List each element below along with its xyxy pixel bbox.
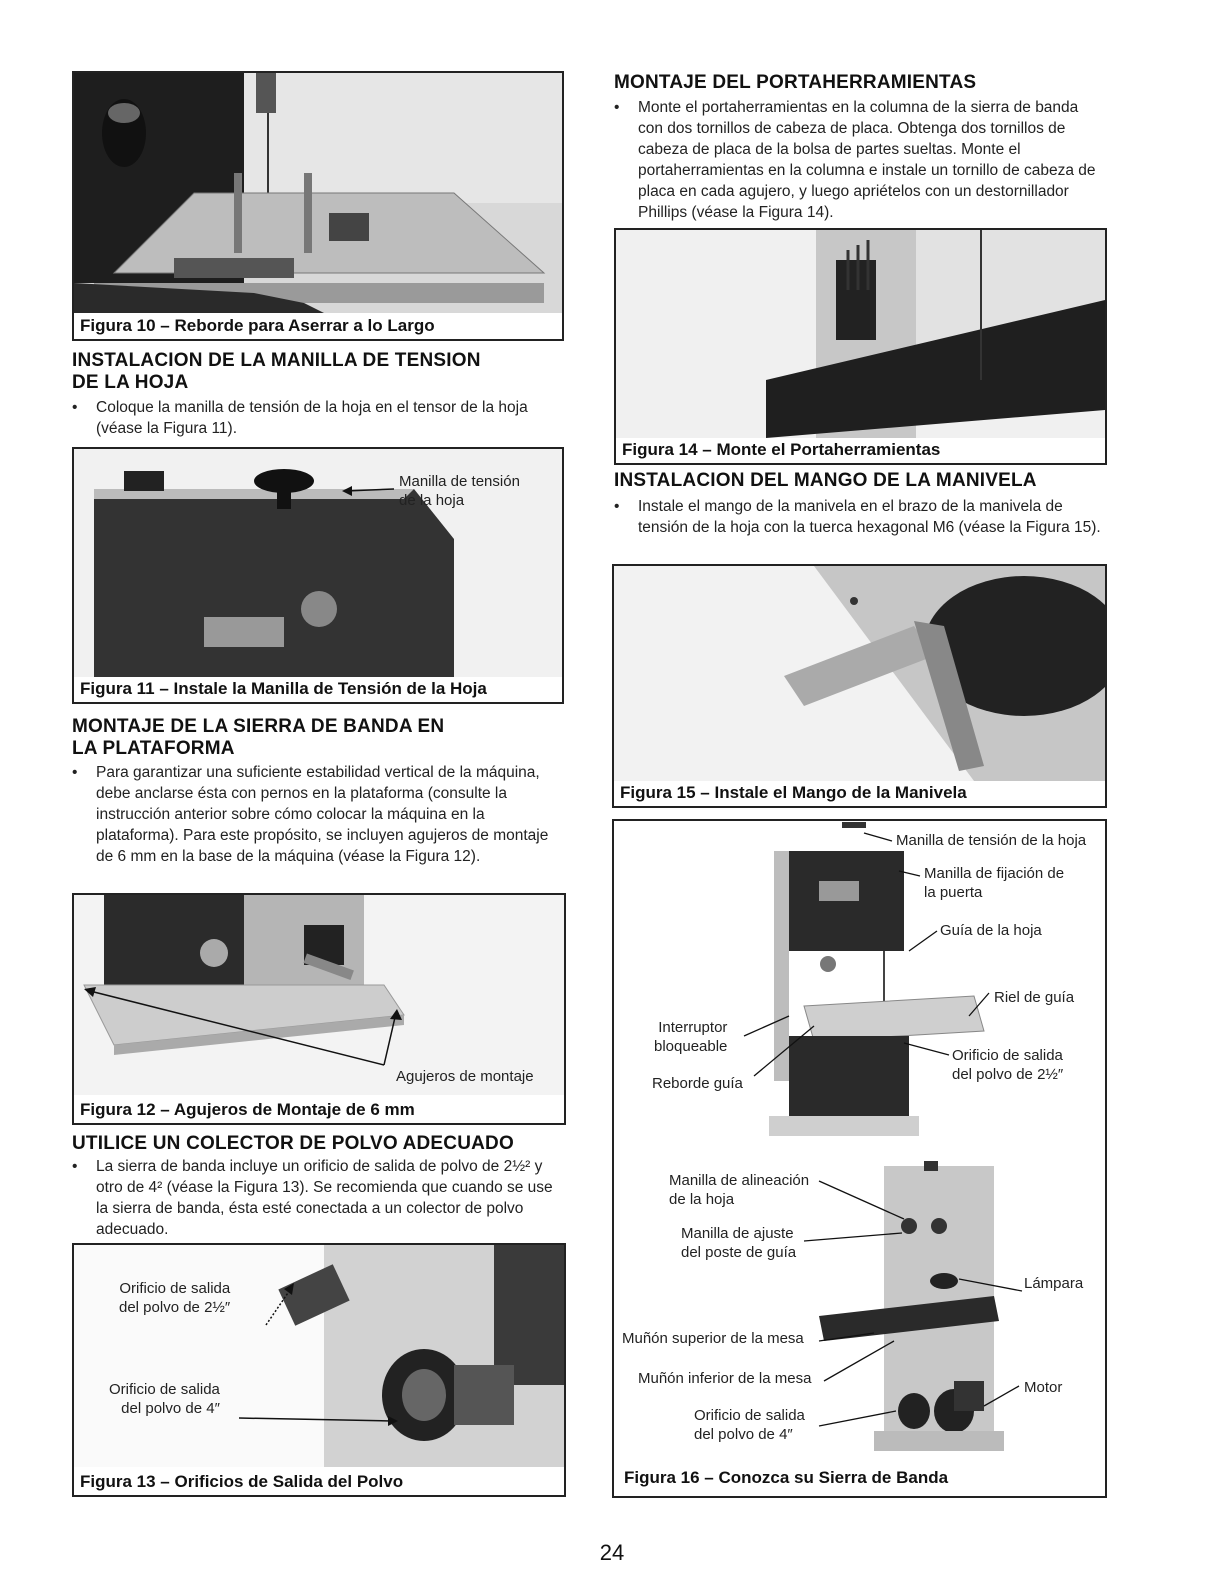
label-guide-rail: Riel de guía	[994, 989, 1075, 1006]
tension-heading: INSTALACION DE LA MANILLA DE TENSION DE LA HOJA	[72, 350, 481, 393]
figure-12	[72, 893, 566, 1125]
figure-14	[614, 228, 1107, 465]
label-switch: Interruptor bloqueable	[654, 1019, 728, 1055]
figure-10-caption: Figura 10 – Reborde para Aserrar a lo Largo	[80, 316, 435, 335]
tension-bullet	[72, 397, 560, 439]
figure-10-photo	[74, 73, 562, 313]
bullet-symbol: •	[72, 399, 78, 416]
bullet-symbol: •	[614, 99, 620, 116]
figure-12-callout: Agujeros de montaje	[396, 1068, 534, 1085]
figure-15-photo	[614, 566, 1105, 781]
label-dust-port-small: Orificio de salida del polvo de 2½″	[952, 1047, 1064, 1083]
figure-14-photo	[616, 230, 1105, 438]
figure-13-callout-4in: Orificio de salida del polvo de 4″	[109, 1381, 220, 1417]
dust-bullet	[72, 1156, 560, 1240]
bullet-symbol: •	[72, 764, 78, 781]
mounting-hole-arrows	[74, 895, 564, 1095]
label-motor: Motor	[1024, 1379, 1063, 1396]
label-alignment: Manilla de alineación de la hoja	[669, 1172, 810, 1208]
figure-16-caption: Figura 16 – Conozca su Sierra de Banda	[624, 1468, 949, 1487]
figure-12-caption: Figura 12 – Agujeros de Montaje de 6 mm	[80, 1100, 415, 1119]
figure-15-caption: Figura 15 – Instale el Mango de la Manivela	[620, 783, 967, 802]
label-fence: Reborde guía	[652, 1075, 743, 1092]
figure-16	[612, 819, 1107, 1498]
page-number: 24	[599, 1540, 625, 1565]
label-guide-post: Manilla de ajuste del poste de guía	[681, 1225, 797, 1261]
figure-15	[612, 564, 1107, 808]
figure-13-caption: Figura 13 – Orificios de Salida del Polvo	[80, 1472, 404, 1491]
label-tension-handle: Manilla de tensión de la hoja	[896, 832, 1087, 849]
tension-text: Coloque la manilla de tensión de la hoja en el tensor de la hoja (véase la Figura 11).	[96, 399, 528, 437]
platform-bullet	[72, 762, 560, 867]
figure-11-callout: Manilla de tensión de la hoja	[399, 473, 520, 509]
crank-text: Instale el mango de la manivela en el brazo de la manivela de tensión de la hoja con la tuerca hexagonal M6 (véase la Figura 15).	[638, 498, 1101, 536]
label-lamp: Lámpara	[1024, 1275, 1084, 1292]
label-lower-trunnion: Muñón inferior de la mesa	[638, 1370, 812, 1387]
figure-13-callout-2-5in: Orificio de salida del polvo de 2½″	[119, 1280, 231, 1316]
label-blade-guide: Guía de la hoja	[940, 922, 1042, 939]
label-dust-port-large: Orificio de salida del polvo de 4″	[694, 1407, 805, 1443]
callout-arrow	[74, 449, 562, 677]
platform-heading: MONTAJE DE LA SIERRA DE BANDA EN LA PLATAFORMA	[72, 716, 445, 759]
crank-bullet	[614, 496, 1104, 538]
dust-text: La sierra de banda incluye un orificio de salida de polvo de 2½² y otro de 4² (véase la Figura 13). Se recomienda que cuando se use la sierra de banda, ésta esté conectada a un colector de polvo adecuado.	[96, 1158, 553, 1238]
crank-heading: INSTALACION DEL MANGO DE LA MANIVELA	[614, 470, 1037, 491]
bullet-symbol: •	[72, 1158, 78, 1175]
figure-10	[72, 71, 564, 341]
toolholder-heading: MONTAJE DEL PORTAHERRAMIENTAS	[614, 72, 977, 93]
toolholder-text: Monte el portaherramientas en la columna de la sierra de banda con dos tornillos de cabeza de placa. Obtenga dos tornillos de cabeza de placa de la bolsa de partes sueltas. Monte el portaherramientas en la columna e instale un tornillo de cabeza de placa en cada agujero, y luego apriételos con un destornillador Phillips (véase la Figura 14).	[638, 99, 1096, 221]
figure-13	[72, 1243, 566, 1497]
bullet-symbol: •	[614, 498, 620, 515]
platform-text: Para garantizar una suficiente estabilidad vertical de la máquina, debe anclarse ésta con pernos en la plataforma (consulte la instrucción anterior sobre cómo colocar la máquina en la plataforma). Para este propósito, se incluyen agujeros de montaje de 6 mm en la base de la máquina (véase la Figura 12).	[96, 764, 549, 865]
figure-11-caption: Figura 11 – Instale la Manilla de Tensión de la Hoja	[80, 679, 487, 698]
label-door-lock: Manilla de fijación de la puerta	[924, 865, 1065, 901]
toolholder-bullet	[614, 97, 1104, 223]
label-upper-trunnion: Muñón superior de la mesa	[622, 1330, 804, 1347]
figure-14-caption: Figura 14 – Monte el Portaherramientas	[622, 440, 941, 459]
dust-heading: UTILICE UN COLECTOR DE POLVO ADECUADO	[72, 1133, 514, 1154]
figure-11	[72, 447, 564, 704]
